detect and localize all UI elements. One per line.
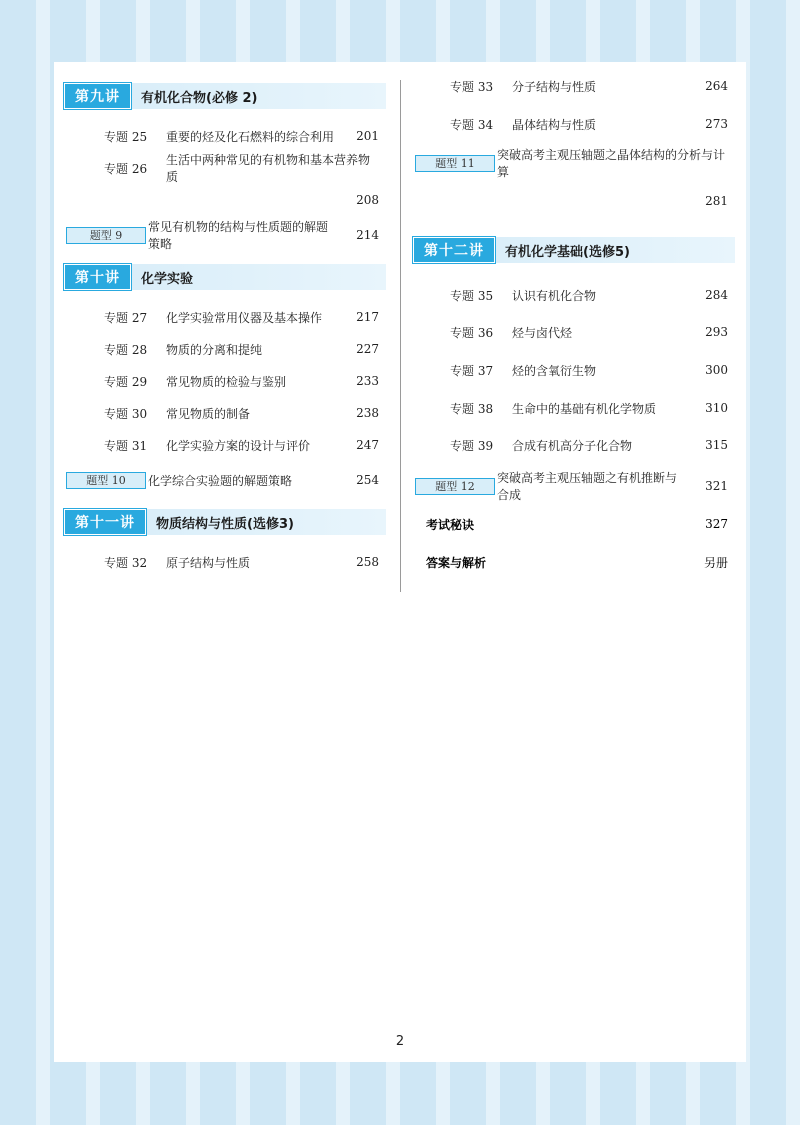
topic-title: 分子结构与性质 (512, 79, 597, 94)
toc-entry-39[interactable] (450, 436, 728, 454)
page-ref: 321 (705, 479, 728, 493)
toc-entry-28[interactable] (104, 340, 379, 358)
lecture-badge: 第九讲 (64, 83, 131, 109)
topic-title: 化学实验常用仪器及基本操作 (166, 310, 323, 325)
question-type-tag: 题型 10 (66, 472, 146, 489)
question-type-title: 突破高考主观压轴题之有机推断与合成 (497, 471, 678, 502)
topic-title: 原子结构与性质 (166, 555, 251, 570)
lecture-title: 有机化学基础(选修5) (505, 244, 630, 260)
question-type-9[interactable] (66, 220, 379, 251)
question-type-11[interactable] (415, 148, 728, 179)
toc-entry-37[interactable] (450, 361, 728, 379)
topic-code: 专题 25 (104, 129, 148, 144)
topic-title: 常见物质的制备 (166, 406, 251, 421)
topic-title: 常见物质的检验与鉴别 (166, 374, 287, 389)
page-number: 2 (395, 1034, 405, 1049)
page-ref: 208 (356, 193, 379, 207)
lecture-9-header[interactable] (64, 83, 386, 109)
toc-entry-30[interactable] (104, 404, 379, 422)
question-type-title: 突破高考主观压轴题之晶体结构的分析与计算 (497, 148, 726, 179)
topic-code: 专题 33 (450, 79, 494, 94)
lecture-badge: 第十二讲 (413, 237, 495, 263)
page-ref: 273 (705, 117, 728, 131)
toc-entry-27[interactable] (104, 308, 379, 326)
topic-title: 生活中两种常见的有机物和基本营养物质 (166, 153, 371, 184)
topic-code: 专题 30 (104, 406, 148, 421)
toc-entry-26[interactable] (104, 153, 379, 184)
exam-tips-entry[interactable] (426, 515, 728, 533)
lecture-11-header[interactable] (64, 509, 386, 535)
page-ref: 233 (356, 374, 379, 388)
question-type-12[interactable] (415, 471, 728, 502)
page-ref: 另册 (703, 555, 728, 570)
lecture-title: 物质结构与性质(选修3) (156, 516, 294, 532)
topic-title: 合成有机高分子化合物 (512, 438, 633, 453)
page-ref: 264 (705, 79, 728, 93)
topic-title: 认识有机化合物 (512, 288, 597, 303)
page-ref: 310 (705, 401, 728, 415)
toc-entry-36[interactable] (450, 323, 728, 341)
lecture-12-header[interactable] (413, 237, 735, 263)
page-ref: 284 (705, 288, 728, 302)
question-type-10[interactable] (66, 471, 379, 489)
lecture-title: 化学实验 (141, 271, 194, 287)
topic-code: 专题 37 (450, 363, 494, 378)
exam-tips-title: 考试秘诀 (426, 517, 475, 532)
lecture-badge: 第十一讲 (64, 509, 146, 535)
topic-code: 专题 31 (104, 438, 148, 453)
topic-code: 专题 36 (450, 325, 494, 340)
question-type-11-page (450, 192, 728, 210)
page-ref: 281 (705, 194, 728, 208)
topic-code: 专题 39 (450, 438, 494, 453)
page-ref: 227 (356, 342, 379, 356)
toc-entry-38[interactable] (450, 399, 728, 417)
topic-code: 专题 38 (450, 401, 494, 416)
topic-code: 专题 28 (104, 342, 148, 357)
answers-title: 答案与解析 (426, 555, 487, 570)
toc-entry-33[interactable] (450, 77, 728, 95)
question-type-title: 化学综合实验题的解题策略 (148, 473, 293, 488)
toc-entry-31[interactable] (104, 436, 379, 454)
topic-title: 烃的含氧衍生物 (512, 363, 597, 378)
topic-code: 专题 29 (104, 374, 148, 389)
page-ref: 254 (356, 473, 379, 487)
question-type-tag: 题型 9 (66, 227, 146, 244)
column-divider (400, 80, 401, 592)
page-ref: 217 (356, 310, 379, 324)
topic-title: 烃与卤代烃 (512, 325, 573, 340)
page-ref: 214 (356, 228, 379, 242)
toc-entry-34[interactable] (450, 115, 728, 133)
toc-entry-32[interactable] (104, 553, 379, 571)
page-ref: 315 (705, 438, 728, 452)
topic-title: 物质的分离和提纯 (166, 342, 263, 357)
toc-entry-35[interactable] (450, 286, 728, 304)
toc-entry-26-page (104, 191, 379, 209)
toc-entry-29[interactable] (104, 372, 379, 390)
page-ref: 293 (705, 325, 728, 339)
topic-code: 专题 26 (104, 161, 148, 176)
question-type-tag: 题型 12 (415, 478, 495, 495)
topic-code: 专题 35 (450, 288, 494, 303)
toc-entry-25[interactable] (104, 127, 379, 145)
topic-code: 专题 27 (104, 310, 148, 325)
page-ref: 258 (356, 555, 379, 569)
page-ref: 201 (356, 129, 379, 143)
page-ref: 327 (705, 517, 728, 531)
question-type-title: 常见有机物的结构与性质题的解题策略 (148, 220, 329, 251)
topic-title: 生命中的基础有机化学物质 (512, 401, 657, 416)
lecture-badge: 第十讲 (64, 264, 131, 290)
topic-code: 专题 34 (450, 117, 494, 132)
lecture-10-header[interactable] (64, 264, 386, 290)
page-ref: 247 (356, 438, 379, 452)
answers-entry[interactable] (426, 553, 728, 571)
question-type-tag: 题型 11 (415, 155, 495, 172)
page-ref: 300 (705, 363, 728, 377)
page-ref: 238 (356, 406, 379, 420)
topic-code: 专题 32 (104, 555, 148, 570)
topic-title: 重要的烃及化石燃料的综合利用 (166, 129, 335, 144)
topic-title: 化学实验方案的设计与评价 (166, 438, 311, 453)
lecture-title: 有机化合物(必修 2) (141, 90, 258, 106)
topic-title: 晶体结构与性质 (512, 117, 597, 132)
